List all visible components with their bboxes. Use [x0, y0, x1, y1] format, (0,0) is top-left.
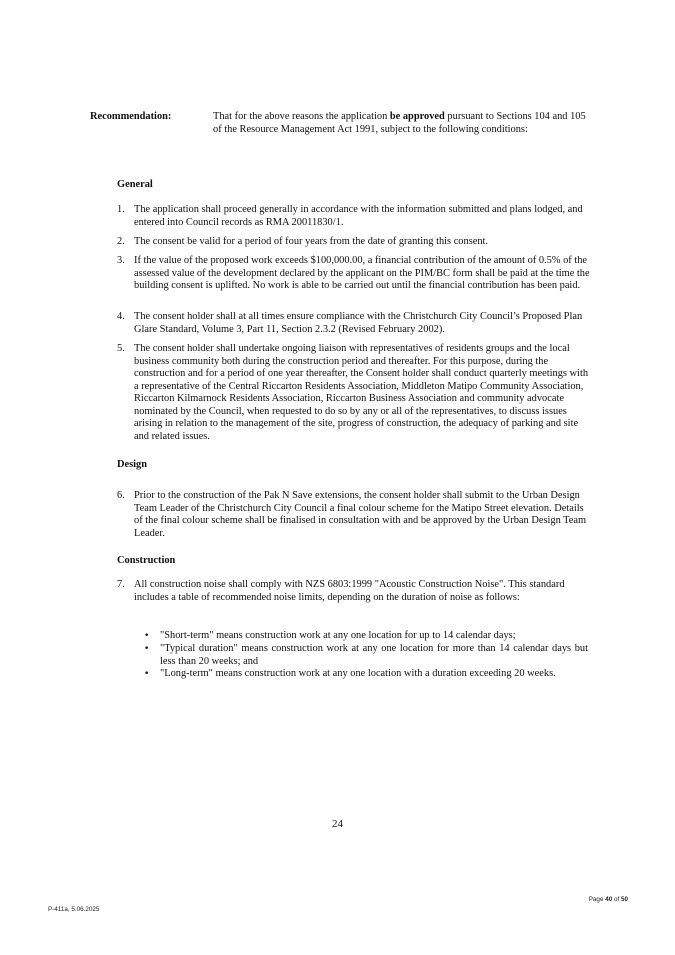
bullet-text: "Typical duration" means construction work at any one location for more than 14 calendar days but less than 20 weeks; and [160, 643, 588, 667]
condition-text: The consent holder shall undertake ongoing liaison with representatives of residents groups and the local business community both during the construction period and thereafter. For this purpose, during the construction and for a period of one year thereafter, the Consent holder shall conduct quarterly meetings with a representative of the Central Riccarton Residents Association, Middleton Matipo Community Association, Riccarton Kilmarnock Residents Association, Riccarton Business Association and community advocate nominated by the Council, when requested to do so by any or all of the representatives, to discuss issues arising in relation to the management of the site, progress of construction, the adequacy of parking and site and related issues. [134, 343, 589, 442]
recommendation-text-before: That for the above reasons the application [213, 111, 390, 122]
footer-page-prefix: Page [588, 896, 606, 903]
condition-number: 3. [117, 255, 125, 266]
bullet-text: "Long-term" means construction work at any one location with a duration exceeding 20 weeks. [160, 668, 556, 679]
recommendation-text-after: pursuant to Sections 104 and 105 of the Resource Management Act 1991, subject to the following conditions: [213, 111, 586, 135]
condition-text: The consent be valid for a period of four years from the date of granting this consent. [134, 236, 489, 247]
footer-page-middle: of [612, 896, 621, 903]
page-number: 24 [332, 818, 343, 830]
condition-number: 2. [117, 236, 125, 247]
condition-text: All construction noise shall comply with NZS 6803:1999 "Acoustic Construction Noise". This standard includes a table of recommended noise limits, depending on the duration of noise as follows: [134, 579, 565, 603]
section-heading-general: General [117, 179, 153, 190]
bullet-glyph: • [144, 631, 150, 641]
recommendation-text-bold: be approved [389, 111, 445, 122]
bullet-text: "Short-term" means construction work at any one location for up to 14 calendar days; [160, 630, 516, 641]
condition-number: 4. [117, 311, 125, 322]
footer-document-code: P-411a, 5.06.2025 [48, 906, 100, 913]
section-heading-design: Design [117, 459, 148, 470]
footer-page-current: 40 [605, 896, 613, 903]
condition-text: If the value of the proposed work exceeds $100,000.00, a financial contribution of the amount of 0.5% of the assessed value of the development declared by the applicant on the PIM/BC form shall be paid at the time the building consent is uplifted. No work is able to be carried out until the financial contribution has been paid. [134, 255, 590, 291]
condition-number: 6. [117, 490, 125, 501]
condition-number: 7. [117, 579, 125, 590]
footer-page-count [589, 896, 628, 903]
recommendation-label: Recommendation: [90, 111, 172, 122]
condition-text: Prior to the construction of the Pak N Save extensions, the consent holder shall submit to the Urban Design Team Leader of the Christchurch City Council a final colour scheme for the Matipo Street elevation. Details of the final colour scheme shall be finalised in consultation with and be approved by the Urban Design Team Leader. [134, 490, 587, 539]
recommendation-text [213, 111, 593, 136]
footer-page-total: 50 [620, 896, 628, 903]
bullet-glyph: • [144, 669, 150, 679]
condition-text: The consent holder shall at all times ensure compliance with the Christchurch City Council’s Proposed Plan Glare Standard, Volume 3, Part 11, Section 2.3.2 (Revised February 2002). [134, 311, 583, 335]
section-heading-construction: Construction [117, 555, 176, 566]
condition-text: The application shall proceed generally in accordance with the information submitted and plans lodged, and entered into Council records as RMA 20011830/1. [134, 204, 583, 228]
bullet-glyph: • [144, 644, 150, 654]
condition-number: 1. [117, 204, 125, 215]
condition-number: 5. [117, 343, 125, 354]
